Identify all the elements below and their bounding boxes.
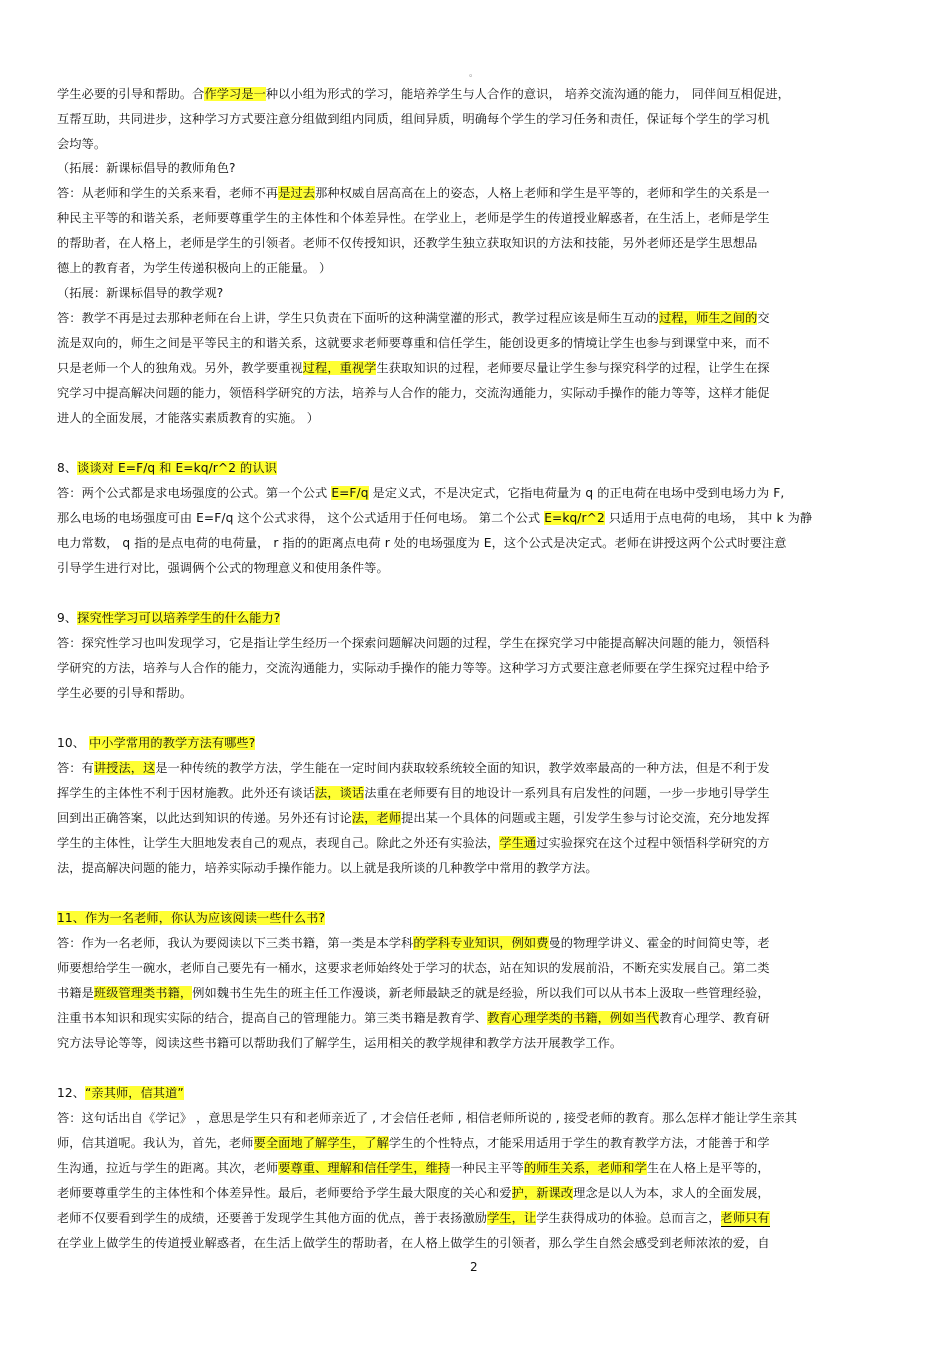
text-line: 注重书本知识和现实实际的结合，提高自己的管理能力。第三类书籍是教育学、教育心理学类的书籍，例如当代教育心理学、教育研 [57,1011,770,1025]
question-9-heading: 9、探究性学习可以培养学生的什么能力? [57,611,281,625]
top-dot: 。 [469,69,479,79]
question-11-heading: 11、作为一名老师，你认为应该阅读一些什么书? [57,911,326,925]
question-8-heading: 8、谈谈对 E=F/q 和 E=kq/r^2 的认识 [57,461,277,475]
text-line: 引导学生进行对比，强调俩个公式的物理意义和使用条件等。 [57,561,389,575]
text-line: 书籍是班级管理类书籍，例如魏书生先生的班主任工作漫谈，新老师最缺乏的就是经验，所以我们可以从书本上汲取一些管理经验， [57,986,770,1000]
text-line: 的帮助者，在人格上，老师是学生的引领者。老师不仅传授知识，还教学生独立获取知识的方法和技能，另外老师还是学生思想品 [57,236,758,250]
text-line: 老师不仅要看到学生的成绩，还要善于发现学生其他方面的优点，善于表扬激励学生，让学生获得成功的体验。总而言之，老师只有 [57,1211,770,1225]
text-line: 答：有讲授法，这是一种传统的教学方法，学生能在一定时间内获取较系统较全面的知识，教学效率最高的一种方法，但是不利于发 [57,761,770,775]
text-line: 答：探究性学习也叫发现学习，它是指让学生经历一个探索问题解决问题的过程，学生在探究学习中能提高解决问题的能力，领悟科 [57,636,770,650]
text-line: 回到出正确答案，以此达到知识的传递。另外还有讨论法，老师提出某一个具体的问题或主题，引发学生参与讨论交流，充分地发挥 [57,811,770,825]
text-line: 学生的主体性，让学生大胆地发表自己的观点，表现自己。除此之外还有实验法，学生通过实验探究在这个过程中领悟科学研究的方 [57,836,770,850]
text-line: 电力常数， q 指的是点电荷的电荷量， r 指的的距离点电荷 r 处的电场强度为 E，这个公式是决定式。老师在讲授这两个公式时要注意 [57,536,787,550]
text-line: 在学业上做学生的传道授业解惑者，在生活上做学生的帮助者，在人格上做学生的引领者，那么学生自然会感受到老师浓浓的爱，自 [57,1236,770,1250]
text-line: 会均等。 [57,137,107,151]
text-line: 流是双向的，师生之间是平等民主的和谐关系，这就要求老师要尊重和信任学生，能创设更多的情境让学生也参与到课堂中来，而不 [57,336,770,350]
text-line: 师要想给学生一碗水，老师自己要先有一桶水，这要求老师始终处于学习的状态，站在知识的发展前沿，不断充实发展自己。第二类 [57,961,770,975]
text-line: 那么电场的电场强度可由 E=F/q 这个公式求得， 这个公式适用于任何电场。 第二个公式 E=kq/r^2 只适用于点电荷的电场， 其中 k 为静 [57,511,813,525]
text-line: 进人的全面发展，才能落实素质教育的实施。 ） [57,411,320,425]
text-line: 学生必要的引导和帮助。 [57,686,193,700]
text-line: 老师要尊重学生的主体性和个体差异性。最后，老师要给予学生最大限度的关心和爱护，新课改理念是以人为本，求人的全面发展， [57,1186,770,1200]
text-line: 答：这句话出自《学记》 ，意思是学生只有和老师亲近了 , 才会信任老师 , 相信老师所说的 , 接受老师的教育。那么怎样才能让学生亲其 [57,1111,798,1125]
text-line: 究学习中提高解决问题的能力，领悟科学研究的方法，培养与人合作的能力，交流沟通能力，实际动手操作的能力等等，这样才能促 [57,386,770,400]
text-line: 究方法导论等等，阅读这些书籍可以帮助我们了解学生，运用相关的教学规律和教学方法开展教学工作。 [57,1036,623,1050]
text-line: 德上的教育者，为学生传递积极向上的正能量。 ） [57,261,332,275]
text-line: 学研究的方法，培养与人合作的能力，交流沟通能力，实际动手操作的能力等等。这种学习方式要注意老师要在学生探究过程中给予 [57,661,770,675]
text-line: （拓展：新课标倡导的教学观? [57,286,224,300]
text-line: 只是老师一个人的独角戏。另外，教学要重视过程，重视学生获取知识的过程，老师要尽量让学生参与探究科学的过程，让学生在探 [57,361,770,375]
text-line: 学生必要的引导和帮助。合作学习是一种以小组为形式的学习，能培养学生与人合作的意识， 培养交流沟通的能力， 同伴间互相促进， [57,87,790,101]
text-line: 互帮互助，共同进步，这种学习方式要注意分组做到组内同质，组间异质，明确每个学生的学习任务和责任，保证每个学生的学习机 [57,112,770,126]
question-10-heading: 10、 中小学常用的教学方法有哪些? [57,736,256,750]
page-number: 2 [470,1260,478,1274]
text-line: 答：作为一名老师，我认为要阅读以下三类书籍，第一类是本学科的学科专业知识，例如费曼的物理学讲义、霍金的时间简史等，老 [57,936,770,950]
text-line: 答：教学不再是过去那种老师在台上讲，学生只负责在下面听的这种满堂灌的形式，教学过程应该是师生互动的过程，师生之间的交 [57,311,770,325]
text-line: 生沟通，拉近与学生的距离。其次，老师要尊重、理解和信任学生，维持一种民主平等的师生关系，老师和学生在人格上是平等的， [57,1161,770,1175]
text-line: 挥学生的主体性不利于因材施教。此外还有谈话法，谈话法重在老师要有目的地设计一系列具有启发性的问题，一步一步地引导学生 [57,786,770,800]
text-line: 师，信其道呢。我认为，首先，老师要全面地了解学生，了解学生的个性特点，才能采用适用于学生的教育教学方法，才能善于和学 [57,1136,770,1150]
text-line: （拓展：新课标倡导的教师角色? [57,161,236,175]
text-line: 法，提高解决问题的能力，培养实际动手操作能力。以上就是我所谈的几种教学中常用的教学方法。 [57,861,598,875]
text-line: 答：两个公式都是求电场强度的公式。第一个公式 E=F/q 是定义式，不是决定式，它指电荷量为 q 的正电荷在电场中受到电场力为 F, [57,486,785,500]
text-line: 种民主平等的和谐关系，老师要尊重学生的主体性和个体差异性。在学业上，老师是学生的传道授业解惑者，在生活上，老师是学生 [57,211,770,225]
question-12-heading: 12、“亲其师，信其道” [57,1086,184,1100]
text-line: 答：从老师和学生的关系来看，老师不再是过去那种权威自居高高在上的姿态，人格上老师和学生是平等的，老师和学生的关系是一 [57,186,770,200]
